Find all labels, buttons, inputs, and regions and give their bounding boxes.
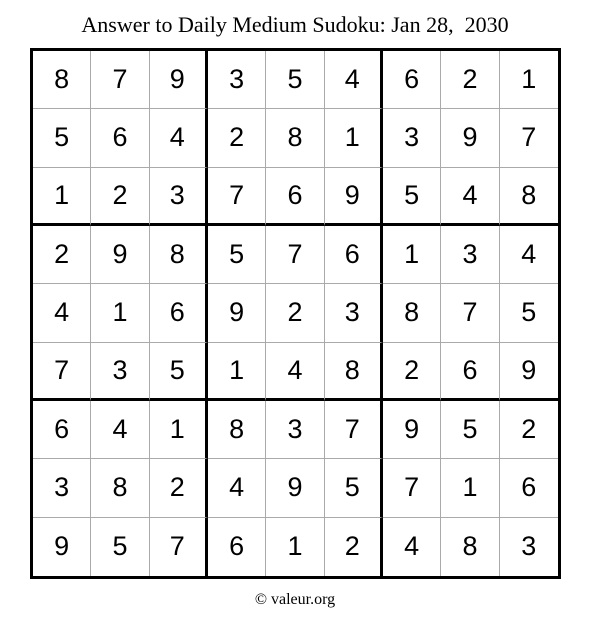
sudoku-cell-r7-c5: 3 — [266, 401, 324, 459]
sudoku-cell-r7-c3: 1 — [150, 401, 208, 459]
sudoku-cell-r2-c2: 6 — [91, 109, 149, 167]
sudoku-cell-r9-c5: 1 — [266, 518, 324, 576]
sudoku-cell-r3-c4: 7 — [208, 168, 266, 226]
sudoku-cell-r2-c6: 1 — [325, 109, 383, 167]
sudoku-cell-r5-c7: 8 — [383, 284, 441, 342]
sudoku-cell-r7-c2: 4 — [91, 401, 149, 459]
sudoku-board — [30, 48, 561, 579]
sudoku-cell-r4-c9: 4 — [500, 226, 558, 284]
sudoku-cell-r8-c6: 5 — [325, 459, 383, 517]
sudoku-cell-r6-c1: 7 — [33, 343, 91, 401]
sudoku-cell-r9-c3: 7 — [150, 518, 208, 576]
sudoku-cell-r8-c9: 6 — [500, 459, 558, 517]
sudoku-cell-r2-c3: 4 — [150, 109, 208, 167]
sudoku-cell-r4-c7: 1 — [383, 226, 441, 284]
sudoku-cell-r8-c7: 7 — [383, 459, 441, 517]
sudoku-cell-r6-c2: 3 — [91, 343, 149, 401]
sudoku-cell-r1-c6: 4 — [325, 51, 383, 109]
sudoku-cell-r6-c5: 4 — [266, 343, 324, 401]
sudoku-cell-r8-c1: 3 — [33, 459, 91, 517]
sudoku-cell-r5-c8: 7 — [441, 284, 499, 342]
sudoku-cell-r4-c4: 5 — [208, 226, 266, 284]
sudoku-cell-r5-c3: 6 — [150, 284, 208, 342]
sudoku-cell-r1-c4: 3 — [208, 51, 266, 109]
sudoku-cell-r5-c9: 5 — [500, 284, 558, 342]
sudoku-cell-r1-c8: 2 — [441, 51, 499, 109]
sudoku-cell-r3-c2: 2 — [91, 168, 149, 226]
sudoku-cell-r1-c1: 8 — [33, 51, 91, 109]
sudoku-cell-r1-c3: 9 — [150, 51, 208, 109]
sudoku-cell-r9-c7: 4 — [383, 518, 441, 576]
sudoku-cell-r2-c8: 9 — [441, 109, 499, 167]
sudoku-cell-r4-c5: 7 — [266, 226, 324, 284]
sudoku-cell-r6-c4: 1 — [208, 343, 266, 401]
sudoku-cell-r4-c6: 6 — [325, 226, 383, 284]
sudoku-cell-r7-c4: 8 — [208, 401, 266, 459]
sudoku-cell-r5-c5: 2 — [266, 284, 324, 342]
sudoku-cell-r2-c1: 5 — [33, 109, 91, 167]
sudoku-cell-r1-c7: 6 — [383, 51, 441, 109]
sudoku-cell-r6-c7: 2 — [383, 343, 441, 401]
copyright-footer: © valeur.org — [254, 591, 336, 608]
sudoku-cell-r4-c3: 8 — [150, 226, 208, 284]
sudoku-cell-r9-c2: 5 — [91, 518, 149, 576]
sudoku-cell-r6-c6: 8 — [325, 343, 383, 401]
sudoku-cell-r7-c1: 6 — [33, 401, 91, 459]
sudoku-cell-r8-c8: 1 — [441, 459, 499, 517]
sudoku-cell-r4-c2: 9 — [91, 226, 149, 284]
sudoku-cell-r7-c6: 7 — [325, 401, 383, 459]
sudoku-cell-r7-c9: 2 — [500, 401, 558, 459]
page-title: Answer to Daily Medium Sudoku: Jan 28, 2030 — [81, 12, 509, 37]
sudoku-cell-r3-c5: 6 — [266, 168, 324, 226]
sudoku-cell-r3-c3: 3 — [150, 168, 208, 226]
sudoku-cell-r4-c8: 3 — [441, 226, 499, 284]
sudoku-cell-r2-c9: 7 — [500, 109, 558, 167]
sudoku-cell-r3-c1: 1 — [33, 168, 91, 226]
sudoku-cell-r8-c5: 9 — [266, 459, 324, 517]
sudoku-cell-r1-c9: 1 — [500, 51, 558, 109]
sudoku-cell-r4-c1: 2 — [33, 226, 91, 284]
sudoku-cell-r2-c5: 8 — [266, 109, 324, 167]
sudoku-cell-r8-c2: 8 — [91, 459, 149, 517]
sudoku-cell-r6-c9: 9 — [500, 343, 558, 401]
sudoku-cell-r5-c4: 9 — [208, 284, 266, 342]
sudoku-cell-r7-c8: 5 — [441, 401, 499, 459]
sudoku-cell-r9-c6: 2 — [325, 518, 383, 576]
sudoku-cell-r5-c2: 1 — [91, 284, 149, 342]
sudoku-cell-r5-c6: 3 — [325, 284, 383, 342]
sudoku-cell-r6-c8: 6 — [441, 343, 499, 401]
sudoku-cell-r8-c3: 2 — [150, 459, 208, 517]
sudoku-cell-r2-c7: 3 — [383, 109, 441, 167]
sudoku-cell-r2-c4: 2 — [208, 109, 266, 167]
sudoku-cell-r3-c7: 5 — [383, 168, 441, 226]
sudoku-cell-r1-c2: 7 — [91, 51, 149, 109]
sudoku-cell-r9-c8: 8 — [441, 518, 499, 576]
sudoku-cell-r8-c4: 4 — [208, 459, 266, 517]
sudoku-cell-r3-c8: 4 — [441, 168, 499, 226]
sudoku-cell-r3-c9: 8 — [500, 168, 558, 226]
sudoku-cell-r1-c5: 5 — [266, 51, 324, 109]
sudoku-cell-r7-c7: 9 — [383, 401, 441, 459]
sudoku-cell-r9-c9: 3 — [500, 518, 558, 576]
sudoku-cell-r5-c1: 4 — [33, 284, 91, 342]
sudoku-cell-r6-c3: 5 — [150, 343, 208, 401]
sudoku-cell-r9-c1: 9 — [33, 518, 91, 576]
sudoku-cell-r9-c4: 6 — [208, 518, 266, 576]
sudoku-cell-r3-c6: 9 — [325, 168, 383, 226]
